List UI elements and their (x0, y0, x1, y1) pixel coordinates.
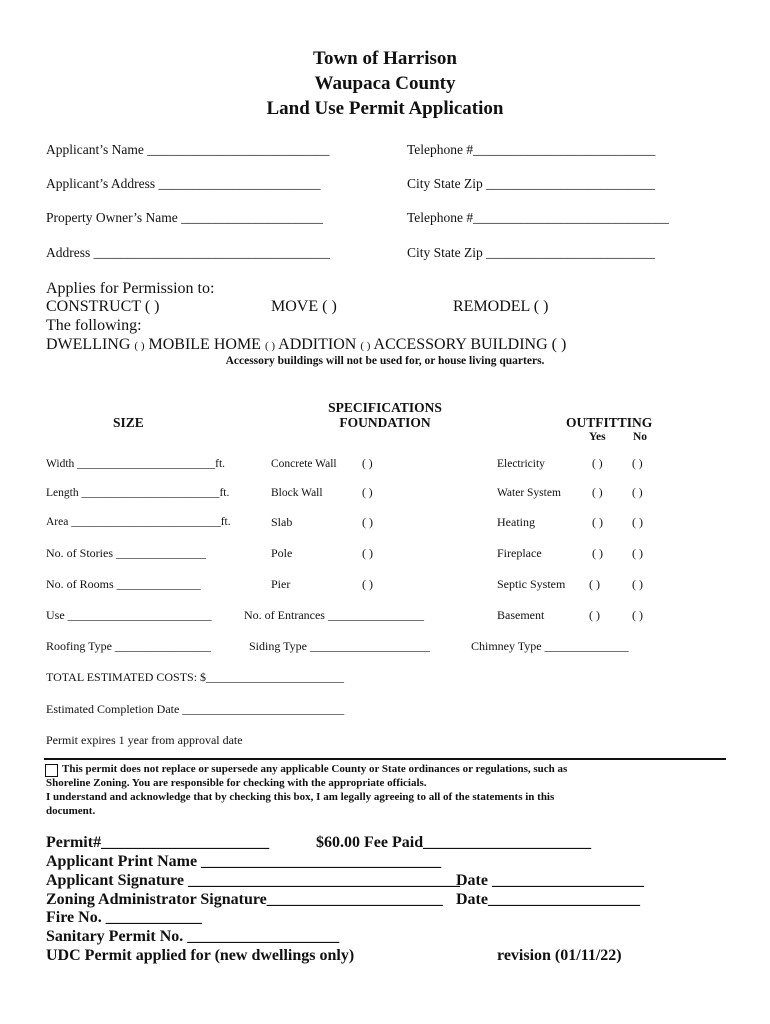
permit-expiry-note: Permit expires 1 year from approval date (46, 733, 243, 747)
completion-date-field[interactable]: Estimated Completion Date ___________________________ (46, 702, 345, 716)
applicant-telephone-field[interactable]: Telephone #___________________________ (407, 142, 656, 157)
total-costs-field[interactable]: TOTAL ESTIMATED COSTS: $_______________________ (46, 670, 345, 684)
applicant-city-state-zip-field[interactable]: City State Zip _________________________ (407, 176, 655, 191)
outfitting-septic-system-label: Septic System (497, 577, 566, 591)
owner-name-field[interactable]: Property Owner’s Name _____________________ (46, 210, 323, 225)
fire-number-field[interactable]: Fire No. ____________ (46, 909, 202, 926)
heating-no-check[interactable]: ( ) (632, 515, 643, 529)
siding-type-field[interactable]: Siding Type ____________________ (249, 639, 430, 653)
foundation-pier-check[interactable]: ( ) (362, 577, 373, 591)
agreement-line-3: I understand and acknowledge that by checking this box, I am legally agreeing to all of the statements in this (46, 791, 555, 803)
applicant-signature-date-field[interactable]: Date ___________________ (456, 872, 644, 889)
mobile-home-checkbox[interactable]: ( ) (264, 340, 276, 352)
foundation-slab-check[interactable]: ( ) (362, 515, 373, 529)
use-field[interactable]: Use ________________________ (46, 608, 212, 622)
accessory-building-option[interactable]: ACCESSORY BUILDING ( ) (373, 336, 567, 353)
addition-checkbox[interactable]: ( ) (360, 340, 371, 352)
foundation-block-wall-check[interactable]: ( ) (362, 487, 373, 499)
septic-system-yes-check[interactable]: ( ) (589, 577, 600, 591)
electricity-yes-check[interactable]: ( ) (592, 458, 603, 470)
entrances-field[interactable]: No. of Entrances ________________ (244, 608, 424, 622)
fireplace-yes-check[interactable]: ( ) (592, 546, 603, 560)
agreement-line-2: Shoreline Zoning. You are responsible for checking with the appropriate officials. (46, 777, 427, 789)
fireplace-no-check[interactable]: ( ) (632, 546, 643, 560)
move-option[interactable]: MOVE ( ) (271, 298, 337, 315)
permit-number-field[interactable]: Permit#_____________________ (46, 834, 270, 851)
following-label: The following: (46, 317, 142, 334)
yes-heading: Yes (589, 431, 606, 443)
basement-yes-check[interactable]: ( ) (589, 608, 600, 622)
form-title: Land Use Permit Application (266, 98, 504, 119)
mobile-home-option[interactable]: MOBILE HOME (148, 336, 261, 353)
no-heading: No (633, 431, 648, 443)
width-field[interactable]: Width ________________________ft. (46, 458, 226, 470)
outfitting-electricity-label: Electricity (497, 458, 545, 470)
basement-no-check[interactable]: ( ) (632, 608, 643, 622)
fee-paid-field[interactable]: $60.00 Fee Paid_____________________ (316, 834, 592, 851)
rooms-field[interactable]: No. of Rooms ______________ (46, 577, 201, 591)
form-title-county: Waupaca County (314, 73, 456, 94)
applicant-name-field[interactable]: Applicant’s Name ___________________________ (46, 142, 330, 157)
foundation-slab-label: Slab (271, 515, 293, 529)
building-type-row (46, 336, 566, 354)
revision-label: revision (01/11/22) (497, 947, 622, 964)
size-heading: SIZE (113, 415, 144, 430)
owner-city-state-zip-field[interactable]: City State Zip _________________________ (407, 245, 655, 260)
addition-option[interactable]: ADDITION (278, 336, 357, 353)
outfitting-heating-label: Heating (497, 515, 535, 529)
dwelling-option[interactable]: DWELLING (46, 336, 131, 353)
outfitting-fireplace-label: Fireplace (497, 546, 542, 560)
stories-field[interactable]: No. of Stories _______________ (46, 546, 206, 560)
form-title-town: Town of Harrison (313, 48, 457, 69)
agreement-line-1: This permit does not replace or supersede any applicable County or State ordinances or regulations, such as (62, 763, 568, 775)
applicant-address-field[interactable]: Applicant’s Address ________________________ (46, 176, 321, 191)
owner-address-field[interactable]: Address ___________________________________ (46, 245, 330, 260)
foundation-heading: FOUNDATION (339, 415, 431, 430)
foundation-pole-check[interactable]: ( ) (362, 546, 373, 560)
udc-permit-label: UDC Permit applied for (new dwellings only) (46, 947, 355, 964)
accessory-note: Accessory buildings will not be used for, or house living quarters. (225, 355, 545, 367)
chimney-type-field[interactable]: Chimney Type ______________ (471, 639, 629, 653)
foundation-pole-label: Pole (271, 546, 293, 560)
foundation-concrete-wall-check[interactable]: ( ) (362, 458, 373, 470)
zoning-signature-field[interactable]: Zoning Administrator Signature______________________ (46, 891, 443, 908)
area-field[interactable]: Area __________________________ft. (46, 516, 231, 528)
outfitting-heading: OUTFITTING (566, 415, 653, 430)
water-system-no-check[interactable]: ( ) (632, 487, 643, 499)
sanitary-permit-field[interactable]: Sanitary Permit No. ___________________ (46, 928, 340, 945)
applicant-print-name-field[interactable]: Applicant Print Name ______________________________ (46, 853, 442, 870)
zoning-date-field[interactable]: Date___________________ (456, 891, 640, 908)
agreement-line-4: document. (46, 805, 96, 817)
length-field[interactable]: Length ________________________ft. (46, 487, 230, 499)
section-divider (44, 758, 726, 760)
foundation-concrete-wall-label: Concrete Wall (271, 458, 337, 470)
electricity-no-check[interactable]: ( ) (632, 458, 643, 470)
owner-telephone-field[interactable]: Telephone #_____________________________ (407, 210, 669, 225)
applicant-signature-field[interactable]: Applicant Signature __________________________________ (46, 872, 460, 889)
outfitting-basement-label: Basement (497, 608, 545, 622)
agreement-checkbox[interactable] (45, 764, 58, 777)
permission-heading: Applies for Permission to: (46, 280, 215, 297)
construct-option[interactable]: CONSTRUCT ( ) (46, 298, 160, 315)
water-system-yes-check[interactable]: ( ) (592, 487, 603, 499)
dwelling-checkbox[interactable]: ( ) (134, 340, 145, 352)
heating-yes-check[interactable]: ( ) (592, 515, 603, 529)
septic-system-no-check[interactable]: ( ) (632, 577, 643, 591)
foundation-pier-label: Pier (271, 577, 291, 591)
roofing-type-field[interactable]: Roofing Type ________________ (46, 639, 211, 653)
specifications-heading: SPECIFICATIONS (328, 400, 442, 415)
remodel-option[interactable]: REMODEL ( ) (453, 298, 549, 315)
foundation-block-wall-label: Block Wall (271, 487, 323, 499)
outfitting-water-system-label: Water System (497, 487, 561, 499)
